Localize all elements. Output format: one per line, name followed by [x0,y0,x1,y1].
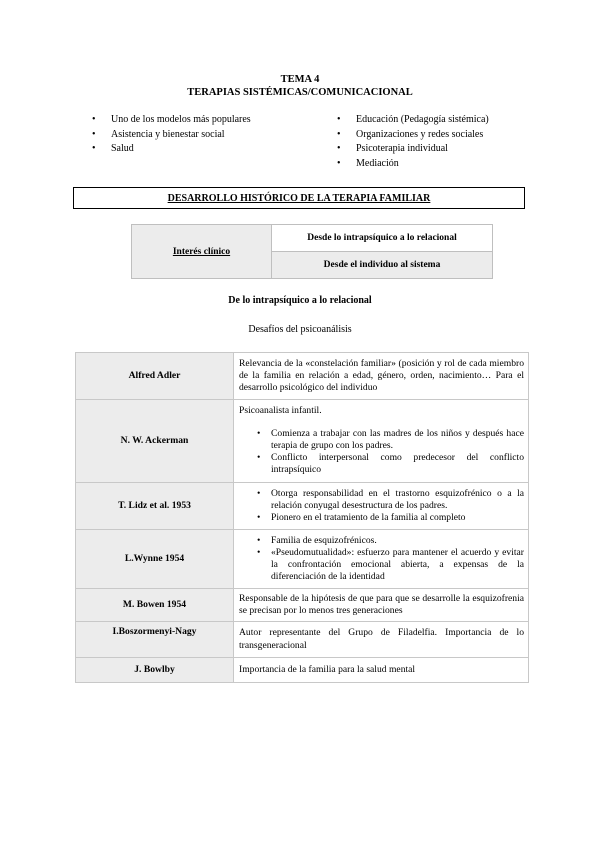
table-row [76,530,529,589]
author-description: Responsable de la hipótesis de que para que se desarrolle la esquizofrenia se precisan por lo menos tres generaciones [234,589,529,622]
section-banner: DESARROLLO HISTÓRICO DE LA TERAPIA FAMILIAR [73,187,525,209]
author-name: Alfred Adler [76,353,234,400]
author-name: M. Bowen 1954 [76,589,234,622]
interes-clinico-table [131,224,493,279]
author-description: Relevancia de la «constelación familiar» (posición y rol de cada miembro de la familia en relación a edad, género, orden, nacimiento… Para el desarrollo psicológico del individuo [234,353,529,400]
right-bullet-list [337,113,489,171]
table-row [76,622,529,658]
author-intro: Psicoanalista infantil. [239,405,322,417]
table-row [76,483,529,530]
author-description [234,483,529,530]
author-description: Importancia de la familia para la salud mental [234,658,529,683]
interes-label: Interés clínico [132,225,272,279]
list-item: • Psicoterapia individual [337,142,489,157]
interes-row-1: Desde lo intrapsíquico a lo relacional [272,225,493,252]
author-name: N. W. Ackerman [76,400,234,483]
list-item: • Mediación [337,157,489,172]
list-item: • Otorga responsabilidad en el trastorno esquizofrénico o a la relación conyugal desestructura de los padres. [239,488,524,512]
title-line-2: TERAPIAS SISTÉMICAS/COMUNICACIONAL [187,87,413,98]
list-item: • Asistencia y bienestar social [92,128,251,143]
author-description [234,530,529,589]
title-line-1: TEMA 4 [280,74,320,85]
authors-table [75,352,529,683]
list-item: • Uno de los modelos más populares [92,113,251,128]
section-subheading: De lo intrapsíquico a lo relacional [228,295,372,306]
list-item: • Pionero en el tratamiento de la familia al completo [239,512,524,524]
list-item: • Comienza a trabajar con las madres de los niños y después hace terapia de grupo con los padres. [239,428,524,452]
list-item: • Conflicto interpersonal como predecesor del conflicto intrapsíquico [239,452,524,476]
list-item: • «Pseudomutualidad»: esfuerzo para mantener el acuerdo y evitar la confrontación emocional abierta, a expensas de la diferenciación de la identidad [239,547,524,584]
list-item: • Familia de esquizofrénicos. [239,535,524,547]
author-name: L.Wynne 1954 [76,530,234,589]
author-description: Autor representante del Grupo de Filadelfia. Importancia de lo transgeneracional [234,622,529,658]
section-subheading-2: Desafíos del psicoanálisis [248,324,352,335]
table-row [76,353,529,400]
document-title [0,73,600,99]
table-row [76,658,529,683]
author-name: T. Lidz et al. 1953 [76,483,234,530]
list-item: • Organizaciones y redes sociales [337,128,489,143]
list-item: • Educación (Pedagogía sistémica) [337,113,489,128]
author-description [234,400,529,483]
table-row [76,400,529,483]
author-name: J. Bowlby [76,658,234,683]
list-item: • Salud [92,142,251,157]
interes-row-2: Desde el individuo al sistema [272,252,493,279]
author-name: I.Boszormenyi-Nagy [76,622,234,658]
table-row [76,589,529,622]
left-bullet-list [92,113,251,157]
